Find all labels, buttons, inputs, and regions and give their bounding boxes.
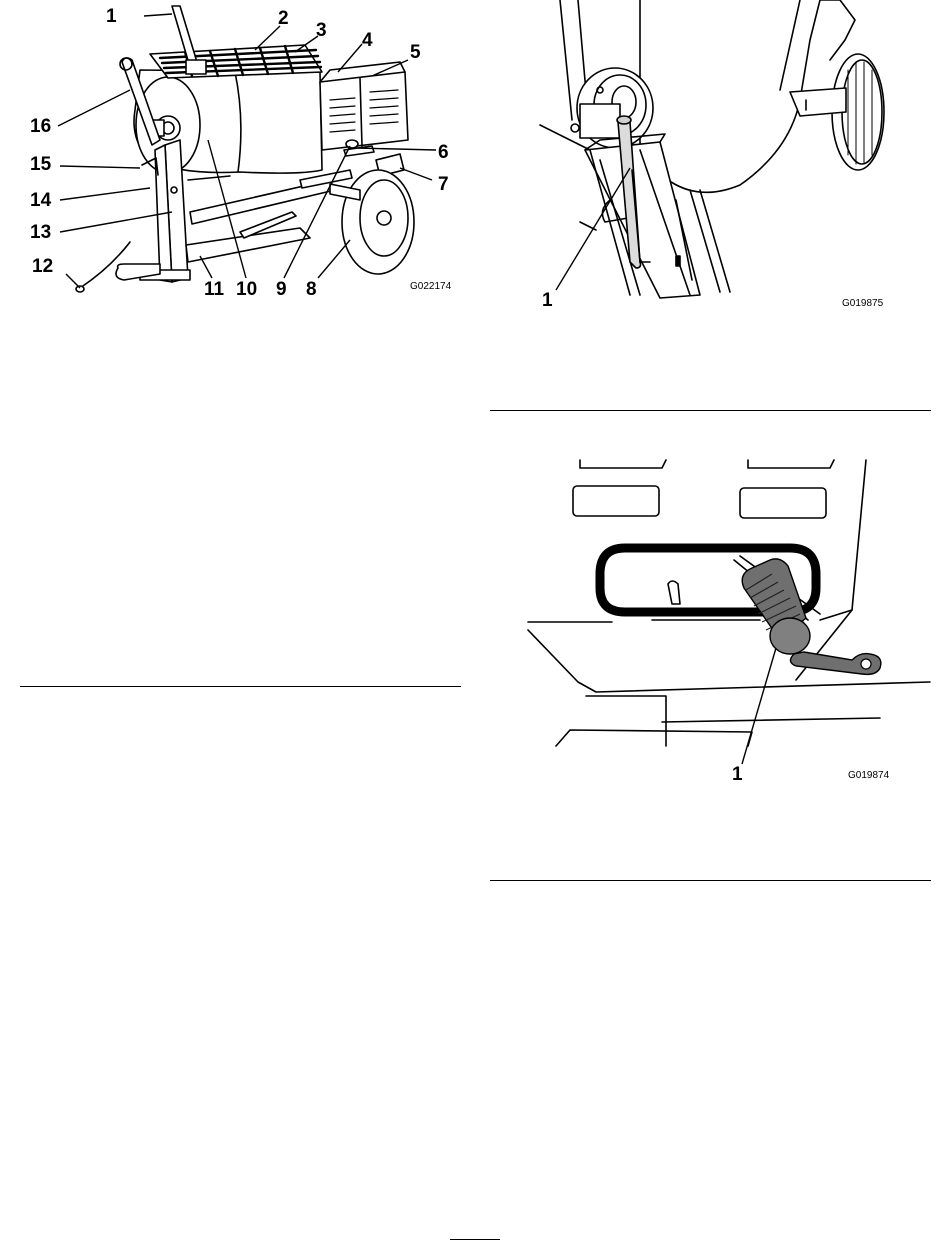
callout-13: 13 <box>30 222 52 243</box>
figure-lock-lever <box>520 0 940 320</box>
callout-lever-1: 1 <box>542 290 553 311</box>
callout-16: 16 <box>30 116 52 137</box>
figure-mixer-overview <box>10 0 470 300</box>
section-rule-left <box>20 686 461 687</box>
section-rule-right-bottom <box>490 880 931 881</box>
callout-6: 6 <box>438 142 449 163</box>
callout-9: 9 <box>276 279 287 300</box>
page-footer-bar <box>450 1239 500 1240</box>
figure-code-lever: G019875 <box>842 298 884 309</box>
callout-1: 1 <box>106 6 117 27</box>
figure-handle-grip <box>520 440 940 790</box>
callout-12: 12 <box>32 256 54 277</box>
callout-4: 4 <box>362 30 373 51</box>
callout-14: 14 <box>30 190 52 211</box>
callout-8: 8 <box>306 279 317 300</box>
callout-3: 3 <box>316 20 327 41</box>
callout-grip-1: 1 <box>732 764 743 785</box>
callout-15: 15 <box>30 154 52 175</box>
figure-code-grip: G019874 <box>848 770 890 781</box>
callout-5: 5 <box>410 42 421 63</box>
figure-code: G022174 <box>410 281 452 292</box>
callout-11: 11 <box>204 279 225 300</box>
callout-10: 10 <box>236 279 258 300</box>
callout-2: 2 <box>278 8 289 29</box>
section-rule-right-top <box>490 410 931 411</box>
callout-7: 7 <box>438 174 449 195</box>
